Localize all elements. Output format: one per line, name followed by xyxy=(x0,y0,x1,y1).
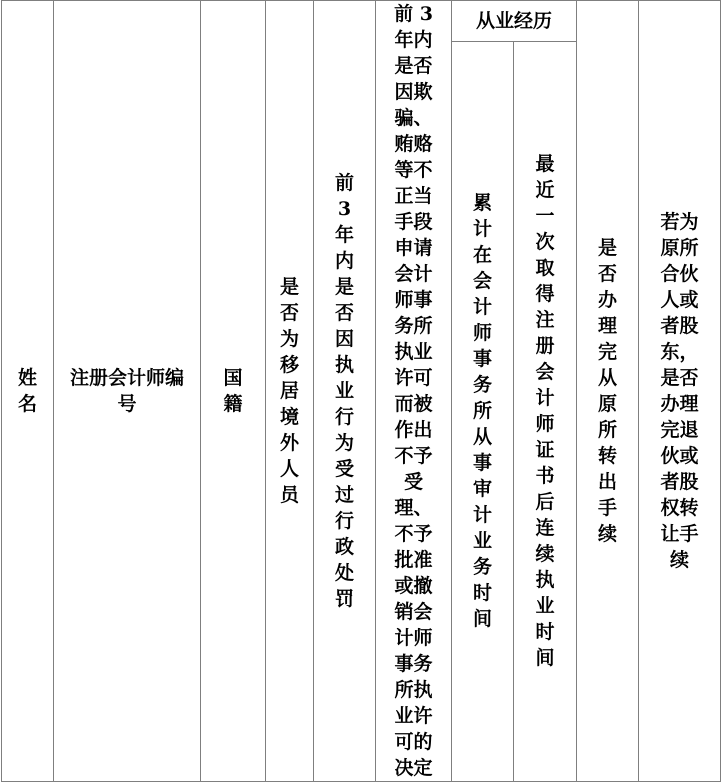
col-header-continuous-practice-time-label: 最近一次取得注册会计师证书后连续执业时间 xyxy=(535,153,555,670)
col-header-cpa-number xyxy=(54,1,201,782)
col-header-nationality-label: 国籍 xyxy=(223,367,243,415)
col-header-partner-withdrawal-label: 若为原所合伙人或者股东，是否办理完退伙或者股权转让手续 xyxy=(660,211,699,571)
col-header-total-audit-time-label: 累计在会计师事务所从事审计业务时间 xyxy=(472,192,492,631)
cpa-info-header-table xyxy=(1,0,721,782)
col-header-transfer-procedures-label: 是否办理完从原所转出手续 xyxy=(598,237,618,545)
col-header-practice-experience xyxy=(452,1,577,42)
col-header-name-label: 姓名 xyxy=(17,367,37,415)
col-header-relocated-abroad xyxy=(266,1,314,782)
col-header-practice-experience-label: 从业经历 xyxy=(476,9,553,32)
col-header-cpa-number-label: 注册会计师编号 xyxy=(69,367,184,415)
col-header-nationality xyxy=(201,1,266,782)
col-header-continuous-practice-time xyxy=(514,41,577,781)
col-header-fraud-bribery xyxy=(376,1,452,782)
col-header-name xyxy=(2,1,54,782)
col-header-relocated-abroad-label: 是否为移居境外人员 xyxy=(279,276,299,506)
col-header-total-audit-time xyxy=(452,41,514,781)
col-header-admin-penalty-label: 前 3 年内是否因执业行为受过行政处罚 xyxy=(334,172,354,610)
col-header-transfer-procedures xyxy=(577,1,639,782)
header-row-top xyxy=(2,1,721,42)
col-header-fraud-bribery-label: 前 3 年内是否因欺骗、贿赂等不正当手段申请会计师事务所执业许可而被作出不予受理、不予批准或撤销会计师事务所执业许可的决定 xyxy=(394,3,433,779)
col-header-partner-withdrawal xyxy=(639,1,721,782)
col-header-admin-penalty xyxy=(314,1,376,782)
